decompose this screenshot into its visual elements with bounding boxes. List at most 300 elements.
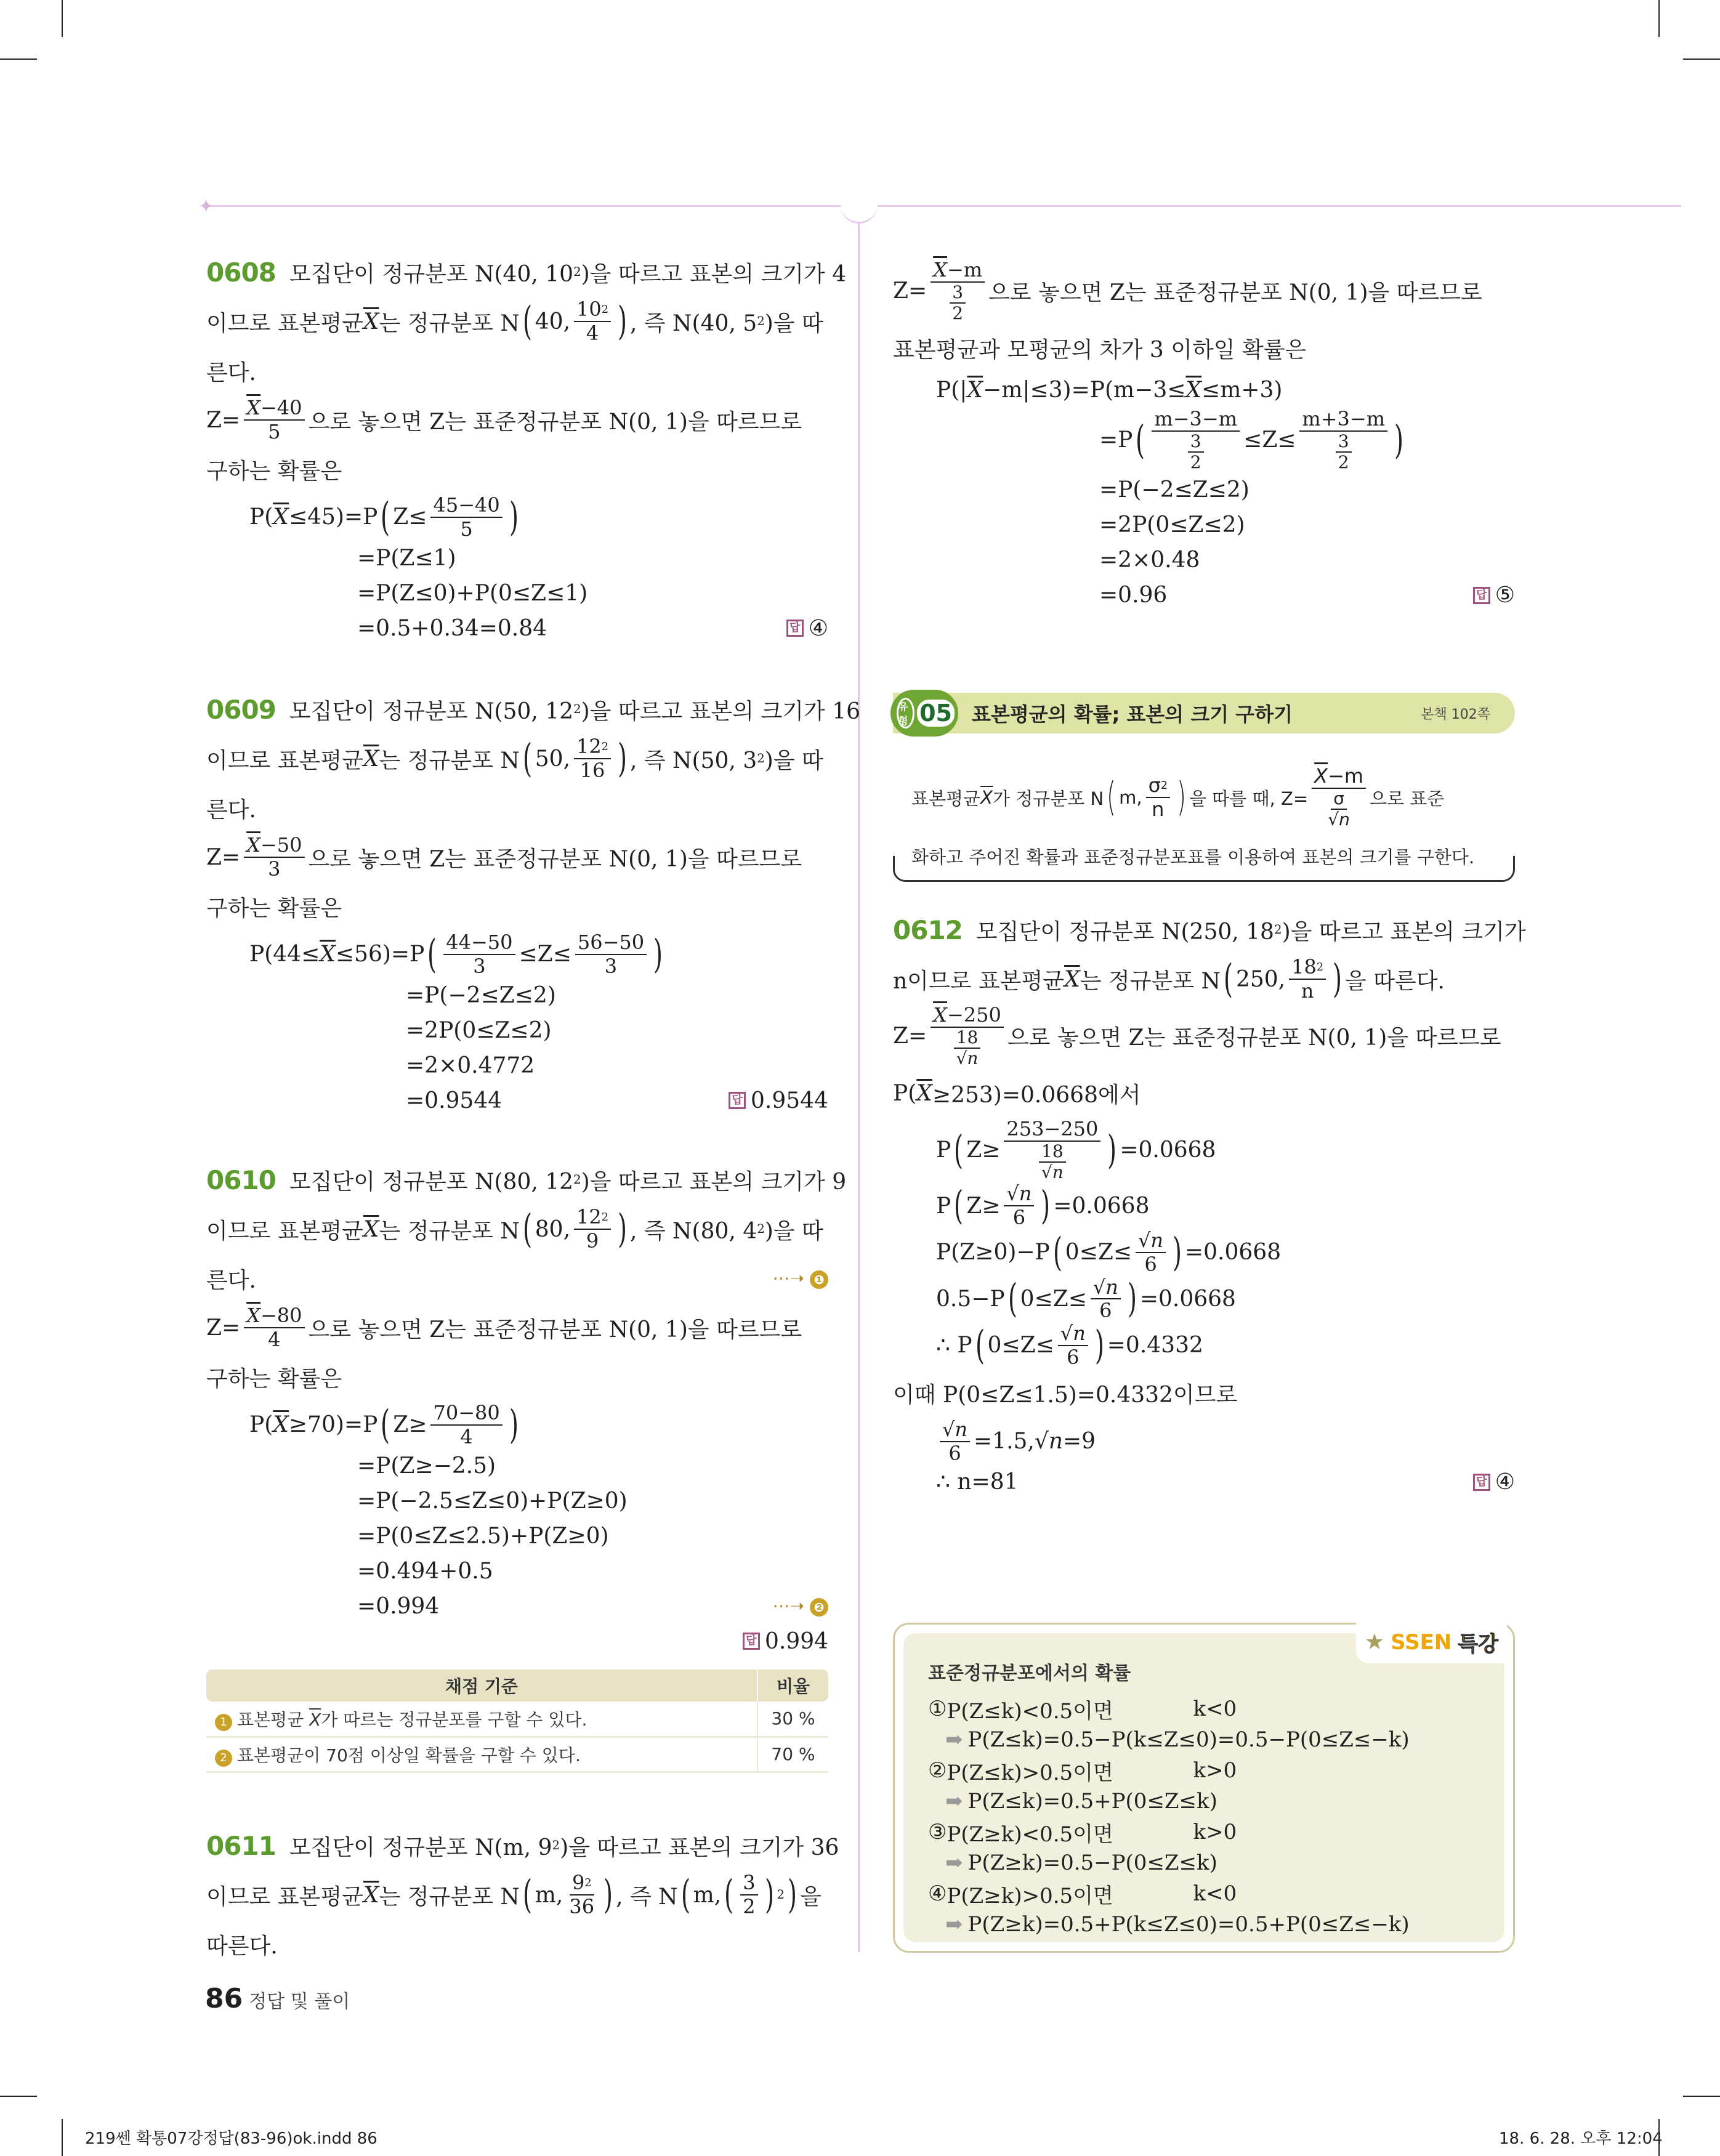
math-text: 3	[268, 857, 281, 881]
big-parenthesis: (	[1107, 775, 1116, 820]
denominator	[1142, 1253, 1159, 1276]
numerator	[1312, 765, 1366, 789]
math-text: 18	[1291, 955, 1317, 979]
math-text: 이므로 표본평균	[206, 1218, 363, 1244]
math-text: =0.9544	[406, 1088, 503, 1113]
problem-number: 0609	[206, 694, 276, 725]
solution-line	[206, 346, 828, 395]
solution-line	[206, 1048, 828, 1083]
textbook-page-ref: 본책 102쪽	[1421, 706, 1490, 722]
big-parenthesis: (	[381, 494, 390, 540]
crop-mark	[62, 2119, 63, 2156]
slug-filename: 219쎈 확통07강정답(83-96)ok.indd 86	[85, 2130, 378, 2148]
math-text: 9	[586, 1229, 599, 1253]
solution-line	[206, 494, 828, 541]
math-text: 으로 놓으면 Z는 표준정규분포 N(0, 1)을 따르므로	[988, 280, 1482, 306]
math-text: 으로 놓으면 Z는 표준정규분포 N(0, 1)을 따르므로	[308, 846, 802, 872]
denominator	[602, 955, 620, 978]
grading-header-ratio: 비율	[757, 1669, 828, 1702]
solution-line	[893, 323, 1515, 373]
square-root: √ n	[1093, 1276, 1118, 1299]
math-text: =0.994	[357, 1593, 440, 1619]
fraction	[244, 1304, 304, 1351]
math-text: 6	[948, 1441, 961, 1465]
numerator: 12 2	[574, 735, 611, 759]
math-text: 이때 P(0≤Z≤1.5)=0.4332이므로	[893, 1383, 1238, 1408]
math-text: m,	[1119, 787, 1142, 808]
big-parenthesis: )	[1172, 1229, 1182, 1275]
square-root: √ n	[1138, 1229, 1163, 1252]
math-text: 이므로 표본평균	[206, 1884, 363, 1910]
solution-line	[893, 543, 1515, 578]
description-line	[911, 761, 1503, 834]
numerator	[1039, 1142, 1066, 1163]
math-text: )을 따르고 표본의 크기가 9	[581, 1169, 847, 1195]
denominator	[584, 1230, 601, 1253]
big-parenthesis: (	[954, 1183, 964, 1229]
problem-number: 0612	[893, 914, 963, 945]
fraction	[1146, 774, 1170, 821]
grading-ratio: 30 %	[757, 1702, 828, 1737]
math-text: )을 따르고 표본의 크기가 16	[581, 698, 861, 724]
solution-line	[893, 259, 1515, 323]
solution-line	[206, 395, 828, 445]
denominator	[1330, 432, 1358, 472]
header-rule	[203, 205, 1681, 207]
denominator	[1336, 453, 1352, 472]
math-text: 표본평균과 모평균의 차가 3 이하일 확률은	[893, 337, 1307, 363]
numerator	[1188, 432, 1204, 453]
solution-line: 0611 모집단이 정규분포 N(m, 9 2 )을 따르고 표본의 크기가 36	[206, 1830, 839, 1861]
x-bar: $\overline{X}$	[246, 396, 260, 420]
math-text: Z≥	[393, 1412, 427, 1438]
math-text: )을 따르고 표본의 크기가	[1282, 919, 1526, 945]
tip-formula-row	[928, 1786, 1486, 1817]
denominator	[458, 1426, 475, 1448]
math-text: 구하는 확률은	[206, 1366, 342, 1392]
solution-line	[893, 1118, 1515, 1182]
math-text: )을 따	[764, 310, 823, 336]
grading-table	[206, 1669, 828, 1773]
numerator	[1331, 789, 1347, 810]
arrow-right-icon: ➡	[945, 1727, 963, 1752]
math-text: 9	[571, 1871, 585, 1895]
math-text: −50	[260, 833, 302, 857]
math-text: Z=	[893, 278, 927, 304]
answer-icon: 답	[1473, 587, 1490, 604]
numerator: σ 2	[1146, 774, 1170, 798]
math-text: =2P(0≤Z≤2)	[406, 1017, 552, 1043]
math-text: ≤56)=P	[335, 942, 425, 967]
denominator	[265, 421, 283, 443]
x-bar: $\overline{X}$	[246, 1304, 260, 1328]
fraction	[1004, 1182, 1034, 1229]
big-parenthesis: )	[617, 1206, 627, 1252]
math-text: 2	[743, 1895, 756, 1918]
math-text: , 즉 N(40, 5	[629, 310, 757, 336]
x-bar: $\overline{X}$	[1314, 764, 1328, 788]
fraction	[1039, 1142, 1066, 1182]
math-text: 5	[268, 420, 281, 443]
step-number: 2	[215, 1750, 232, 1767]
denominator	[1011, 1206, 1028, 1229]
column-divider-curve	[841, 205, 878, 224]
math-text: 45−40	[433, 493, 500, 517]
math-text: 으로 표준	[1370, 788, 1445, 809]
big-parenthesis: )	[1041, 1183, 1051, 1229]
math-text: ≤45)=P	[288, 504, 378, 530]
problem-number: 0611	[206, 1830, 276, 1861]
x-bar: $\overline{X}$	[246, 833, 260, 857]
denominator	[265, 858, 283, 881]
math-text: 80,	[535, 1216, 571, 1242]
x-bar: $\overline{X}$	[980, 787, 993, 808]
x-bar: $\overline{X}$	[363, 1216, 379, 1242]
denominator	[1182, 432, 1210, 472]
numerator	[1091, 1276, 1121, 1300]
x-bar: $\overline{X}$	[309, 1709, 321, 1730]
step-number: ❷	[810, 1598, 828, 1617]
math-text: , 즉 N	[616, 1884, 678, 1910]
problem-number: 0610	[206, 1165, 276, 1195]
type-description	[911, 736, 1503, 878]
math-text: 40,	[535, 309, 571, 334]
math-text: ≤m+3)	[1201, 378, 1283, 403]
math-text: 36	[569, 1895, 595, 1918]
answer-value: ⑤	[1495, 583, 1515, 608]
math-text: =0.96	[1099, 583, 1168, 608]
answer	[729, 1088, 828, 1113]
solution-line	[893, 1418, 1515, 1465]
solution-0611-continued	[893, 259, 1515, 613]
solution-line	[893, 955, 1515, 1004]
math-text: 모집단이 정규분포 N(40, 10	[289, 261, 574, 287]
solution-line	[206, 1554, 828, 1589]
numerator: 9 2	[570, 1871, 594, 1896]
square-root: √ n	[956, 1049, 979, 1068]
crop-mark	[0, 2096, 37, 2097]
numerator	[1004, 1182, 1034, 1206]
math-text: =0.5+0.34=0.84	[357, 615, 547, 641]
solution-line	[893, 1182, 1515, 1229]
tip-condition	[928, 1817, 1486, 1847]
math-text: m−3−m	[1154, 407, 1238, 431]
math-text: P	[936, 1137, 951, 1163]
math-text: 6	[1099, 1299, 1112, 1323]
denominator	[1299, 980, 1317, 1003]
step-number: 1	[215, 1714, 232, 1731]
numerator	[1004, 1118, 1100, 1142]
condition-result: k<0	[1193, 1881, 1237, 1906]
math-text: 10	[576, 297, 602, 321]
numerator: 10 2	[574, 298, 611, 322]
math-text: P(	[893, 1080, 917, 1106]
solution-line: 0608 모집단이 정규분포 N(40, 10 2 )을 따르고 표본의 크기가 4	[206, 257, 847, 288]
solution-line	[893, 1322, 1515, 1369]
square-root: √ n	[1041, 1163, 1064, 1182]
math-text: 0≤Z≤	[987, 1333, 1054, 1359]
big-parenthesis: )	[617, 736, 627, 781]
numerator	[244, 834, 304, 858]
solution-line	[206, 1352, 828, 1402]
math-text: 모집단이 정규분포 N(250, 18	[975, 919, 1274, 945]
math-text: 는 정규분포 N	[379, 1218, 520, 1244]
math-text: 4	[586, 321, 599, 345]
answer-icon: 답	[786, 620, 804, 637]
denominator	[1149, 798, 1166, 821]
denominator	[946, 1442, 963, 1465]
arrow-right-icon: ➡	[945, 1851, 963, 1875]
crop-mark	[1683, 59, 1720, 60]
big-parenthesis: )	[1094, 1322, 1104, 1368]
tip-formula: P(Z≥k)=0.5−P(0≤Z≤k)	[967, 1851, 1217, 1875]
answer-icon: 답	[1473, 1474, 1490, 1491]
math-text: 0≤Z≤	[1065, 1240, 1132, 1266]
math-text: 이므로 표본평균	[206, 310, 363, 336]
math-text: =P(Z≥−2.5)	[357, 1453, 496, 1479]
math-text: =2×0.4772	[406, 1052, 535, 1078]
math-text: 3	[952, 281, 964, 302]
math-text: =P(−2≤Z≤2)	[406, 982, 556, 1008]
x-bar: $\overline{X}$	[1185, 378, 1202, 403]
big-parenthesis: )	[1107, 1127, 1117, 1173]
numerator	[950, 283, 966, 304]
arrow-right-icon: ➡	[945, 1912, 963, 1937]
math-text: =P(−2.5≤Z≤0)+P(Z≥0)	[357, 1488, 628, 1514]
math-text: =0.0668	[1120, 1137, 1216, 1163]
condition: P(Z≥k)<0.5이면	[947, 1822, 1113, 1847]
big-parenthesis: )	[764, 1872, 774, 1918]
math-text: 3	[604, 954, 618, 978]
math-text: 253−250	[1006, 1117, 1099, 1141]
fraction	[1312, 765, 1366, 830]
denominator	[954, 1049, 981, 1068]
math-text: ≤Z≤	[1243, 427, 1296, 453]
big-parenthesis: (	[1223, 956, 1233, 1002]
math-text: m,	[693, 1882, 722, 1908]
answer-value: ④	[1495, 1469, 1515, 1495]
math-text: ≥70)=P	[288, 1412, 378, 1438]
fraction	[931, 259, 985, 323]
math-text: =P(Z≤0)+P(0≤Z≤1)	[357, 580, 588, 606]
math-text: =1.5,	[974, 1429, 1035, 1455]
star-icon: ✦	[198, 196, 214, 217]
grading-criteria	[206, 1737, 757, 1772]
solution-line	[206, 445, 828, 494]
solution-line	[206, 1519, 828, 1554]
tip-formula: P(Z≤k)=0.5−P(k≤Z≤0)=0.5−P(0≤Z≤−k)	[967, 1727, 1410, 1752]
math-text: 따른다.	[206, 1933, 278, 1959]
math-text: P(	[249, 504, 273, 530]
solution-line	[206, 978, 828, 1013]
big-parenthesis: )	[509, 1402, 519, 1448]
denominator	[1097, 1299, 1114, 1322]
fraction	[1188, 432, 1204, 472]
math-text: 6	[1012, 1206, 1026, 1230]
math-text: 3	[1338, 430, 1349, 451]
tip-box-body	[903, 1633, 1504, 1942]
math-text: =2P(0≤Z≤2)	[1099, 512, 1245, 538]
square-root: √ n	[1035, 1429, 1063, 1454]
math-text: )을 따	[764, 1218, 823, 1244]
fraction	[1058, 1322, 1088, 1369]
tip-formula: P(Z≤k)=0.5+P(0≤Z≤k)	[967, 1789, 1217, 1814]
denominator	[578, 759, 608, 782]
big-parenthesis: )	[1177, 775, 1187, 820]
math-text: Z=	[206, 407, 241, 433]
solution-line: 0612 모집단이 정규분포 N(250, 18 2 )을 따르고 표본의 크기가	[893, 914, 1526, 945]
solution-line	[206, 1083, 828, 1118]
description-line	[911, 834, 1503, 878]
solution-0610	[206, 1155, 847, 1659]
fraction	[244, 834, 304, 881]
math-text: , 즉 N(80, 4	[629, 1218, 757, 1244]
answer-value: ④	[808, 615, 828, 641]
denominator	[1188, 453, 1204, 472]
math-text: 3	[1190, 430, 1201, 451]
math-text: ≥253)=0.0668에서	[932, 1082, 1141, 1108]
solution-line	[206, 1624, 828, 1659]
condition-result: k>0	[1193, 1820, 1237, 1844]
math-text: =P	[1099, 427, 1133, 453]
x-bar: $\overline{X}$	[273, 504, 289, 530]
fraction	[950, 283, 966, 323]
math-text: 12	[576, 735, 602, 759]
math-text: 으로 놓으면 Z는 표준정규분포 N(0, 1)을 따르므로	[308, 409, 802, 435]
answer	[786, 616, 828, 641]
math-text: 으로 놓으면 Z는 표준정규분포 N(0, 1)을 따르므로	[1007, 1025, 1501, 1051]
math-text: Z=	[206, 844, 241, 870]
math-text: Z≥	[966, 1137, 1001, 1163]
answer-value: 0.9544	[751, 1088, 828, 1113]
solution-0611	[206, 1821, 839, 1969]
fraction	[1004, 1118, 1100, 1182]
solution-line	[206, 1448, 828, 1484]
math-text: 6	[1144, 1252, 1157, 1276]
math-text: 50,	[535, 746, 571, 772]
tip-box	[893, 1623, 1515, 1953]
fraction	[740, 1871, 757, 1918]
solution-line	[893, 1068, 1515, 1118]
solution-line	[206, 783, 828, 833]
page-title: 정답 및 풀이	[249, 1991, 350, 2013]
math-text: P	[936, 1193, 951, 1219]
denominator	[1325, 810, 1352, 830]
math-text: =P(Z≤1)	[357, 545, 456, 571]
crop-mark	[1683, 2096, 1720, 2097]
math-text: =2×0.48	[1099, 547, 1200, 573]
math-text: )을 따르고 표본의 크기가 4	[581, 261, 847, 287]
x-bar: $\overline{X}$	[320, 942, 336, 967]
math-text: 가 정규분포 N	[992, 788, 1104, 809]
scoring-marker	[773, 1268, 828, 1289]
denominator	[458, 518, 475, 541]
solution-line	[893, 1464, 1515, 1500]
fraction	[567, 1871, 597, 1918]
big-parenthesis: )	[788, 1872, 797, 1918]
math-text: 표본평균이 70점 이상일 확률을 구할 수 있다.	[237, 1745, 581, 1766]
math-text: P(Z≥0)−P	[936, 1240, 1050, 1266]
denominator	[943, 283, 972, 323]
big-parenthesis: )	[1333, 956, 1342, 1002]
math-text: =9	[1063, 1429, 1096, 1455]
arrow-icon: ⋯➝	[772, 1268, 805, 1288]
denominator	[1319, 789, 1359, 830]
math-text: 는 정규분포 N	[379, 310, 520, 336]
big-parenthesis: (	[954, 1127, 964, 1173]
fraction	[1136, 1229, 1166, 1276]
math-text: 른다.	[206, 797, 256, 823]
fraction	[574, 298, 611, 345]
type-badge	[890, 690, 958, 737]
solution-0609	[206, 685, 861, 1118]
numerator	[1152, 408, 1240, 432]
math-text: Z=	[206, 1315, 241, 1341]
crop-mark	[1658, 0, 1660, 37]
math-text: 0.5−P	[936, 1286, 1005, 1312]
fraction	[244, 397, 304, 443]
math-text: n	[1301, 979, 1314, 1003]
math-text: ≤Z≤	[519, 942, 571, 967]
solution-line	[206, 1920, 828, 1969]
numerator	[931, 259, 985, 283]
solution-line	[206, 1484, 828, 1519]
answer	[1473, 583, 1515, 608]
math-text: m+3−m	[1302, 407, 1386, 431]
math-text: 이므로 표본평균	[206, 748, 363, 773]
solution-line	[206, 1254, 828, 1303]
solution-line	[206, 931, 828, 978]
solution-line	[893, 1004, 1515, 1068]
numerator	[740, 1871, 757, 1896]
math-text: −80	[260, 1304, 302, 1328]
math-text: Z≥	[966, 1193, 1001, 1219]
math-text: 모집단이 정규분포 N(m, 9	[289, 1835, 552, 1860]
math-text: 2	[1338, 452, 1349, 473]
x-bar: $\overline{X}$	[967, 378, 983, 403]
arrow-right-icon: ➡	[945, 1789, 963, 1814]
math-text: 모집단이 정규분포 N(50, 12	[289, 698, 574, 724]
math-text: 3	[743, 1871, 756, 1895]
math-text: 4	[268, 1328, 281, 1351]
math-text: 모집단이 정규분포 N(80, 12	[289, 1169, 574, 1195]
math-text: n이므로 표본평균	[893, 968, 1065, 994]
grading-row	[206, 1737, 828, 1772]
condition-result: k<0	[1193, 1697, 1237, 1721]
star-icon: ★	[1364, 1629, 1385, 1655]
math-text: 5	[460, 517, 473, 541]
solution-line: 이므로 표본평균 $\overline{X}$ 는 정규분포 N ( 80, 12 2 9 ) , 즉 N(80, 4 2 )을 따	[206, 1205, 823, 1253]
denominator	[948, 1028, 987, 1068]
math-text: σ	[1148, 773, 1161, 797]
solution-line	[893, 472, 1515, 507]
denominator	[740, 1896, 757, 1918]
math-text: ∴ n=81	[936, 1469, 1019, 1495]
big-parenthesis: )	[1394, 417, 1404, 463]
type-badge-label: 유형	[897, 698, 915, 729]
step-number: ❶	[810, 1270, 828, 1289]
big-parenthesis: )	[653, 931, 663, 977]
math-text: 는 정규분포 N	[1080, 968, 1221, 994]
item-number: ③	[928, 1820, 947, 1844]
math-text: =0.0668	[1139, 1286, 1236, 1312]
answer	[1473, 1469, 1515, 1495]
answer-icon: 답	[743, 1633, 760, 1650]
solution-line	[206, 541, 828, 576]
math-text: 으로 놓으면 Z는 표준정규분포 N(0, 1)을 따르므로	[308, 1317, 802, 1342]
math-text: P(44≤	[249, 942, 320, 967]
fraction	[430, 1402, 502, 1448]
